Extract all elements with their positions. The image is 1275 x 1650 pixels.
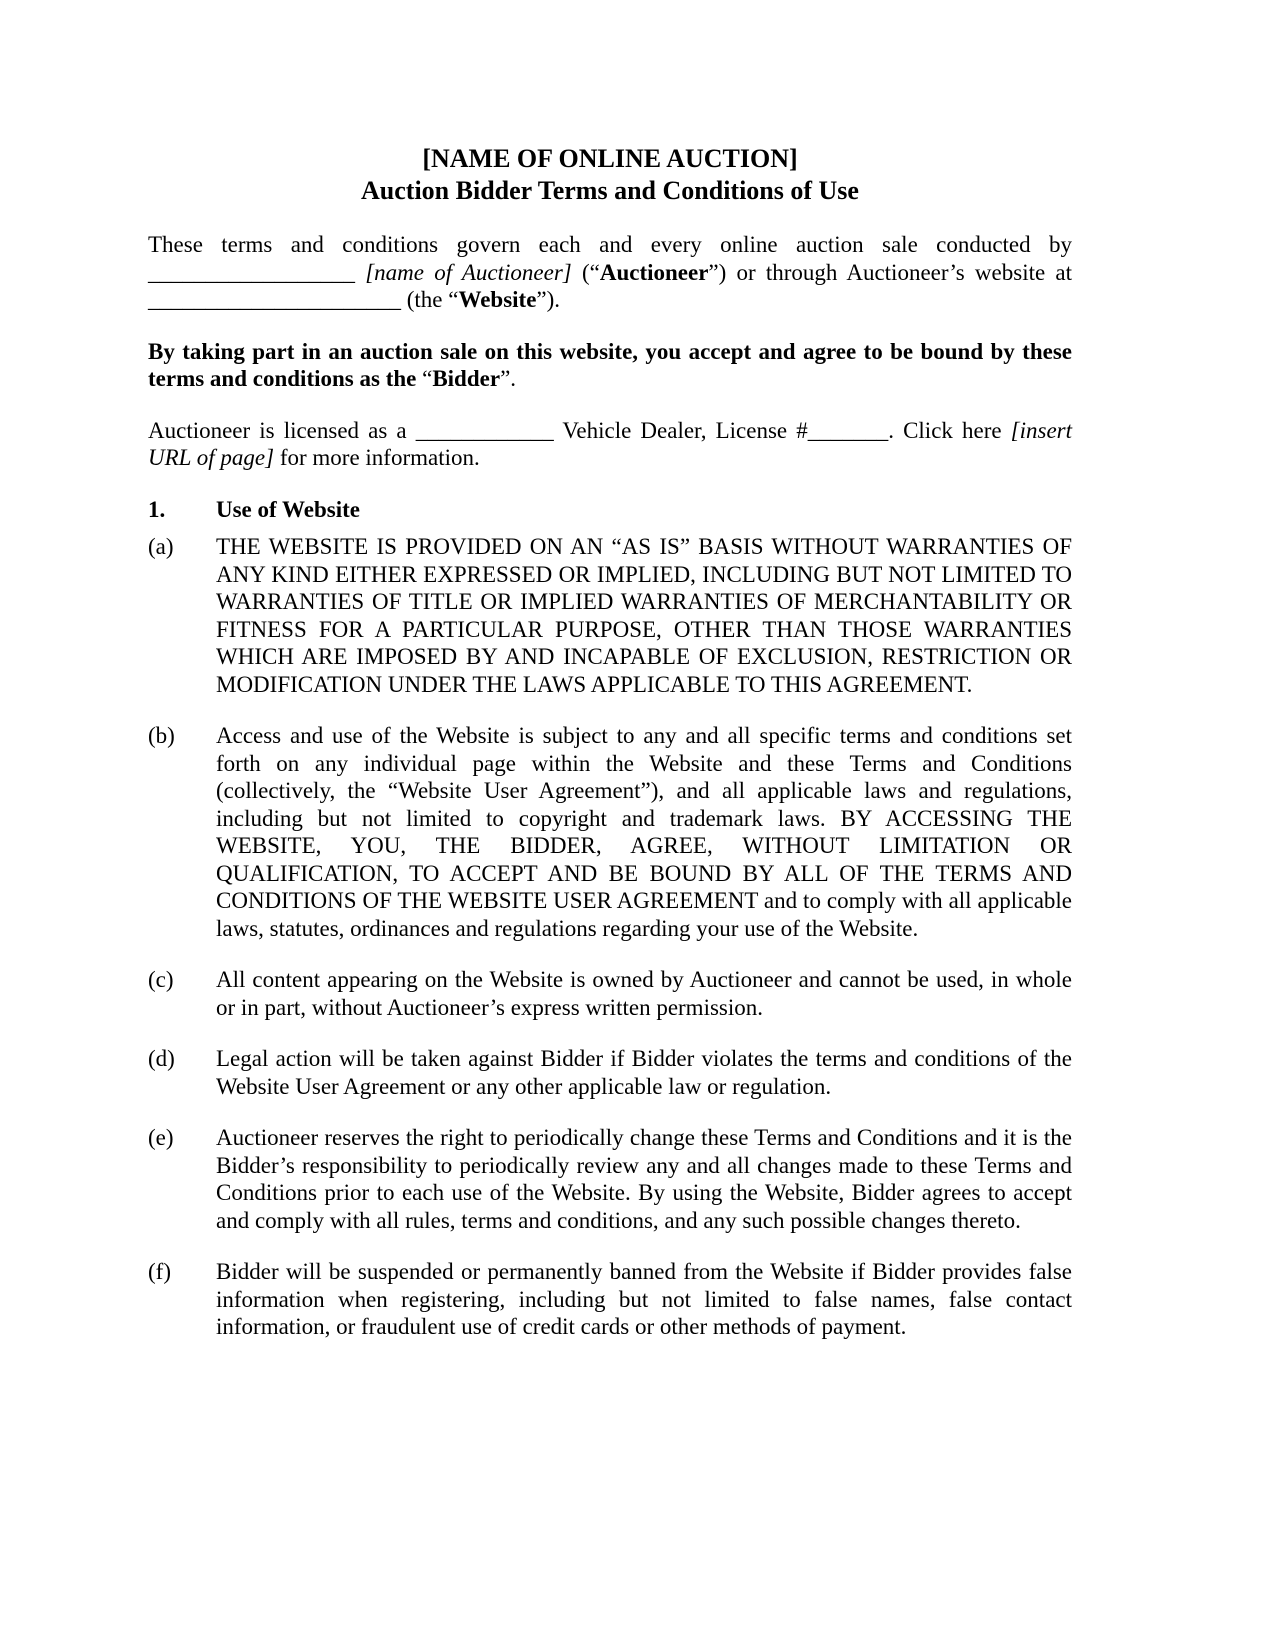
license-number-blank: _______ — [807, 417, 889, 443]
clause-a — [148, 533, 1072, 698]
clause-label: (c) — [148, 967, 174, 992]
section-title: Use of Website — [216, 496, 360, 522]
license-text: for more information. — [274, 445, 480, 470]
defined-term-bidder: Bidder — [432, 366, 501, 391]
intro-text: (“ — [571, 259, 600, 285]
document-subtitle: Auction Bidder Terms and Conditions of Use — [361, 176, 859, 205]
clause-text: Legal action will be taken against Bidder if Bidder violates the terms and conditions of the Website User Agreement or any other applicable law or regulation. — [216, 1046, 1072, 1099]
url-placeholder: [insert URL of page] — [148, 417, 1072, 470]
license-text: . Click here — [888, 417, 1011, 443]
clause-label: (e) — [148, 1125, 174, 1150]
intro-text: These terms and conditions govern each and every online auction sale conducted by — [148, 232, 1072, 257]
quote-mark: ”. — [500, 366, 517, 391]
clause-text: All content appearing on the Website is owned by Auctioneer and cannot be used, in whole or in part, without Auctioneer’s express written permission. — [216, 967, 1072, 1020]
defined-term-website: Website — [458, 287, 537, 312]
license-text: Auctioneer is licensed as a — [148, 417, 416, 443]
clause-text: Auctioneer reserves the right to periodically change these Terms and Conditions and it is the Bidder’s responsibility to periodically review any and all changes made to these Terms and Conditions prior to each use of the Website. By using the Website, Bidder agrees to accept and comply with all rules, terms and conditions, and any such possible changes thereto. — [216, 1125, 1072, 1233]
clause-b — [148, 722, 1072, 942]
defined-term-auctioneer: Auctioneer — [599, 259, 709, 285]
intro-text: ”) or through Auctioneer’s website at — [708, 259, 1072, 285]
section-number: 1. — [148, 496, 166, 522]
clause-e — [148, 1124, 1072, 1234]
clause-text: THE WEBSITE IS PROVIDED ON AN “AS IS” BASIS WITHOUT WARRANTIES OF ANY KIND EITHER EXPRESSED OR IMPLIED, INCLUDING BUT NOT LIMITED TO WARRANTIES OF TITLE OR IMPLIED WARRANTIES OF MERCHANTABILITY OR FITNESS FOR A PARTICULAR PURPOSE, OTHER THAN THOSE WARRANTIES WHICH ARE IMPOSED BY AND INCAPABLE OF EXCLUSION, RESTRICTION OR MODIFICATION UNDER THE LAWS APPLICABLE TO THIS AGREEMENT. — [216, 534, 1072, 697]
clause-label: (b) — [148, 723, 175, 748]
document-title — [148, 143, 1072, 207]
license-text: Vehicle Dealer, License # — [553, 417, 808, 443]
license-paragraph — [148, 417, 1072, 472]
intro-text: (the “ — [401, 287, 459, 312]
clause-d — [148, 1045, 1072, 1100]
clause-text: Access and use of the Website is subject to any and all specific terms and conditions set forth on any individual page within the Website and these Terms and Conditions (collectively, the “Website User Agreement”), and all applicable laws and regulations, including but not limited to copyright and trademark laws. BY ACCESSING THE WEBSITE, YOU, THE BIDDER, AGREE, WITHOUT LIMITATION OR QUALIFICATION, TO ACCEPT AND BE BOUND BY ALL OF THE TERMS AND CONDITIONS OF THE WEBSITE USER AGREEMENT and to comply with all applicable laws, statutes, ordinances and regulations regarding your use of the Website. — [216, 723, 1072, 941]
website-url-blank: ______________________ — [148, 287, 401, 312]
dealer-type-blank: ____________ — [415, 417, 554, 443]
auctioneer-name-blank: __________________ — [148, 259, 355, 285]
clause-c — [148, 966, 1072, 1021]
clause-label: (a) — [148, 534, 174, 559]
auctioneer-name-placeholder: [name of Auctioneer] — [365, 259, 572, 285]
auction-name-placeholder: [NAME OF ONLINE AUCTION] — [422, 144, 798, 173]
acceptance-text: By taking part in an auction sale on this website, you accept and agree to be bound by these terms and conditions as the — [148, 338, 1072, 391]
quote-mark: “ — [422, 366, 433, 391]
clause-f — [148, 1258, 1072, 1341]
intro-paragraph — [148, 231, 1072, 314]
clause-label: (d) — [148, 1046, 175, 1071]
acceptance-paragraph — [148, 338, 1072, 393]
document-page — [148, 143, 1072, 1341]
section-1-heading — [148, 496, 1072, 524]
intro-text: ”). — [536, 287, 561, 312]
clause-text: Bidder will be suspended or permanently banned from the Website if Bidder provides false information when registering, including but not limited to false names, false contact information, or fraudulent use of credit cards or other methods of payment. — [216, 1259, 1072, 1339]
clause-label: (f) — [148, 1259, 171, 1284]
